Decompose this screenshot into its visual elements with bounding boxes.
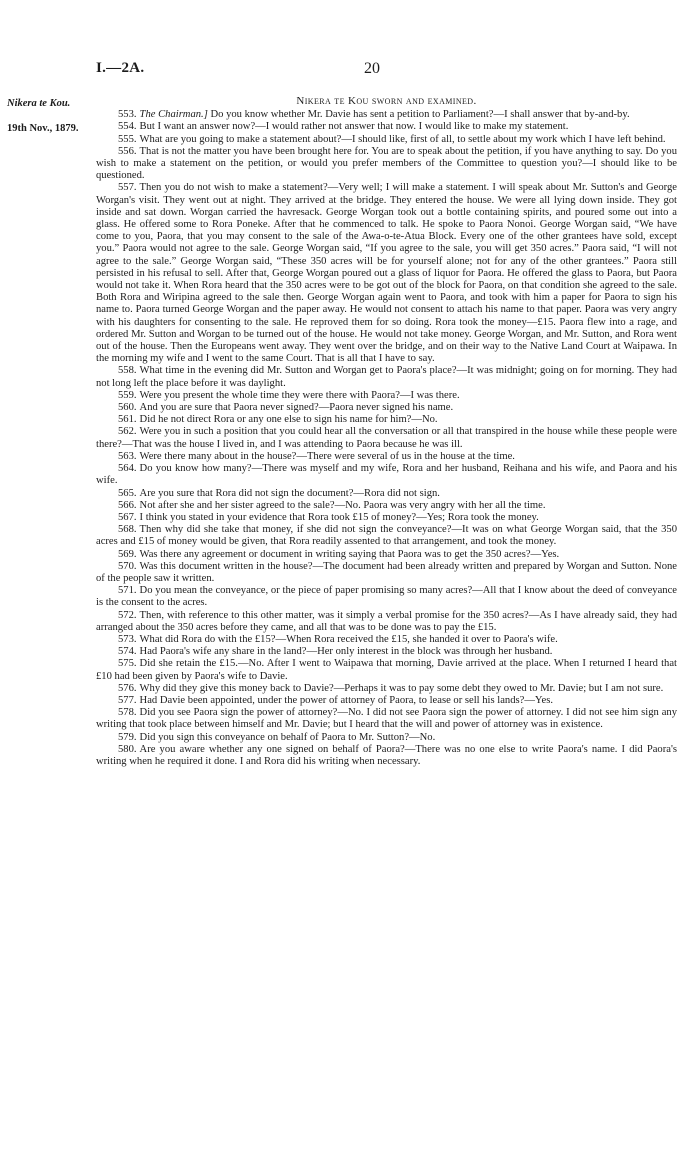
- question-paragraph: [96, 524, 677, 548]
- question-text: Are you sure that Rora did not sign the document?—Rora did not sign.: [139, 487, 440, 499]
- question-paragraph: [96, 658, 677, 682]
- question-number: 557.: [118, 182, 137, 194]
- question-paragraph: [96, 390, 677, 402]
- question-text: That is not the matter you have been brought here for. You are to speak about the petition, if you have anything to say. Do you wish to make a statement on the petition, or would you prefer members of the Committee to question you?—I should like to be questioned.: [96, 145, 677, 182]
- question-paragraph: [96, 585, 677, 609]
- question-text: Are you aware whether any one signed on behalf of Paora?—There was no one else to write Paora's name. I did Paora's writing when he required it done. I and Rora did his writing when necessary.: [96, 743, 677, 767]
- question-number: 562.: [118, 426, 137, 438]
- question-number: 553.: [118, 109, 137, 121]
- question-number: 568.: [118, 524, 137, 536]
- question-paragraph: [96, 109, 677, 121]
- question-number: 575.: [118, 658, 137, 670]
- question-paragraph: [96, 463, 677, 487]
- question-number: 571.: [118, 585, 137, 597]
- question-paragraph: [96, 610, 677, 634]
- question-text: What are you going to make a statement about?—I should like, first of all, to settle about my work which I have left behind.: [139, 133, 666, 145]
- question-text: Were there many about in the house?—There were several of us in the house at the time.: [139, 450, 515, 462]
- question-paragraph: [96, 182, 677, 365]
- margin-date: 19th Nov., 1879.: [7, 123, 79, 134]
- section-title: Nikera te Kou sworn and examined.: [296, 95, 477, 107]
- question-number: 576.: [118, 682, 137, 694]
- question-paragraph: [96, 488, 677, 500]
- question-text: I think you stated in your evidence that Rora took £15 of money?—Yes; Rora took the money.: [139, 511, 539, 523]
- question-text: Then why did she take that money, if she did not sign the conveyance?—It was on what George Worgan said, that the 350 acres and £15 of money would be given, that Rora readily assented to that arrangement, and took the money.: [96, 524, 677, 548]
- page-number: 20: [364, 60, 380, 77]
- margin-witness-name: Nikera te Kou.: [7, 98, 71, 109]
- question-text: Were you in such a position that you could hear all the conversation or all that transpired in the house while these people were there?—That was the house I lived in, and I was attending to Paora because he was ill.: [96, 426, 677, 450]
- document-body: [96, 95, 677, 768]
- question-paragraph: [96, 707, 677, 731]
- question-number: 565.: [118, 487, 137, 499]
- question-paragraph: [96, 121, 677, 133]
- question-number: 577.: [118, 694, 137, 706]
- question-text: But I want an answer now?—I would rather not answer that now. I would like to make my statement.: [139, 121, 569, 133]
- question-number: 564.: [118, 463, 137, 475]
- question-text: Did you see Paora sign the power of attorney?—No. I did not see Paora sign the power of attorney. I did not see him sign any writing that took place between himself and Mr. Davie; but I heard that the will and power of attorney was in existence.: [96, 707, 677, 731]
- question-number: 579.: [118, 731, 137, 743]
- question-text: Was there any agreement or document in writing saying that Paora was to get the 350 acres?—Yes.: [139, 548, 560, 560]
- question-text: And you are sure that Paora never signed?—Paora never signed his name.: [139, 402, 454, 414]
- question-number: 561.: [118, 414, 137, 426]
- question-paragraph: [96, 414, 677, 426]
- question-paragraph: [96, 549, 677, 561]
- speaker-label: The Chairman.]: [139, 109, 208, 121]
- question-number: 569.: [118, 548, 137, 560]
- question-paragraph: [96, 512, 677, 524]
- question-text: Did you sign this conveyance on behalf of Paora to Mr. Sutton?—No.: [139, 731, 436, 743]
- question-text: Do you mean the conveyance, or the piece of paper promising so many acres?—All that I know about the deed of conveyance is the consent to the acres.: [96, 585, 677, 609]
- question-paragraph: [96, 646, 677, 658]
- document-code: I.—2A.: [96, 60, 145, 76]
- question-number: 560.: [118, 402, 137, 414]
- question-paragraph: [96, 561, 677, 585]
- question-text: Do you know whether Mr. Davie has sent a petition to Parliament?—I shall answer that by-and-by.: [207, 109, 630, 121]
- question-text: Did he not direct Rora or any one else to sign his name for him?—No.: [139, 414, 438, 426]
- question-number: 559.: [118, 389, 137, 401]
- question-number: 567.: [118, 511, 137, 523]
- question-paragraph: [96, 500, 677, 512]
- question-text: Then you do not wish to make a statement?—Very well; I will make a statement. I will speak about Mr. Sutton's and George Worgan's visit. They went out at night. They arrived at the bridge. They entered the house. We were all lying down inside. They got inside and sat down. Worgan carried the havresack. George Worgan took out a bottle containing spirits, and poured some out into a glass. He offered some to Rora Poneke. After that he commenced to talk. He spoke to Paora Nonoi. George Worgan said, “We have come to you, Paora, that you may consent to the sale of the Awa-o-te-Atua Block. Every one of the other grantees have sold, except you.” Paora would not agree to the sale. George Worgan said, “If you agree to the sale, you will get 350 acres.” Paora said, “I will not agree to the sale.” George Worgan said, “These 350 acres will be for yourself alone; not for any of the other grantees.” Paora still persisted in his refusal to sell. After that, George Worgan poured out a glass of liquor for Paora. He offered the glass to Paora, but Paora would not take it. When Rora heard that the 350 acres were to be got out of the block for Paora, on that condition she agreed to the sale. Both Rora and Wiripina agreed to the sale then. George Worgan again went to Paora, and took with him a paper for Paora to sign his name to. Paora turned George Worgan and the paper away. He would not consent to attach his name to that paper. Paora was very angry with his daughters for consenting to the sale. He reproved them for so doing. Rora took the money—£15. Paora flew into a rage, and ordered Mr. Sutton and Worgan to be turned out of the house. He would not take money. George Worgan, and Mr. Sutton, and Rora went out of the house. Then the Europeans went away. They went over the bridge, and on their way to the Native Land Court at Waipawa. In the morning my wife and I went to the same Court. That is all that I have to say.: [96, 182, 677, 365]
- question-number: 572.: [118, 609, 137, 621]
- question-text: What did Rora do with the £15?—When Rora received the £15, she handed it over to Paora's wife.: [139, 633, 558, 645]
- question-text: What time in the evening did Mr. Sutton and Worgan get to Paora's place?—It was midnight; going on for morning. They had not long left the place before it was daylight.: [96, 365, 677, 389]
- question-text: Were you present the whole time they were there with Paora?—I was there.: [139, 389, 460, 401]
- question-paragraph: [96, 426, 677, 450]
- question-number: 555.: [118, 133, 137, 145]
- question-text: Do you know how many?—There was myself and my wife, Rora and her husband, Reihana and his wife, and Paora and his wife.: [96, 463, 677, 487]
- question-text: Did she retain the £15.—No. After I went to Waipawa that morning, Davie arrived at the place. When I returned I heard that £10 had been given by Paora's wife to Davie.: [96, 658, 677, 682]
- question-text: Why did they give this money back to Davie?—Perhaps it was to pay some debt they owed to Mr. Davie; but I am not sure.: [139, 682, 664, 694]
- question-number: 558.: [118, 365, 137, 377]
- question-paragraph: [96, 634, 677, 646]
- question-number: 570.: [118, 560, 137, 572]
- question-number: 554.: [118, 121, 137, 133]
- question-text: Had Davie been appointed, under the power of attorney of Paora, to lease or sell his lands?—Yes.: [139, 694, 553, 706]
- question-text: Not after she and her sister agreed to the sale?—No. Paora was very angry with her all the time.: [139, 499, 546, 511]
- question-number: 573.: [118, 633, 137, 645]
- question-text: Was this document written in the house?—The document had been already written and prepared by Worgan and Sutton. None of the people saw it written.: [96, 560, 677, 584]
- question-paragraph: [96, 451, 677, 463]
- question-text: Had Paora's wife any share in the land?—Her only interest in the block was through her husband.: [139, 646, 553, 658]
- page-header: [96, 60, 670, 80]
- question-number: 563.: [118, 450, 137, 462]
- question-paragraph: [96, 134, 677, 146]
- question-paragraph: [96, 683, 677, 695]
- question-text: Then, with reference to this other matter, was it simply a verbal promise for the 350 acres?—As I have already said, they had arranged about the 350 acres before they came, and all that was to be done was to pay the £15.: [96, 609, 677, 633]
- question-paragraph: [96, 744, 677, 768]
- question-list: [96, 109, 677, 768]
- question-number: 566.: [118, 499, 137, 511]
- question-paragraph: [96, 146, 677, 183]
- question-number: 580.: [118, 743, 137, 755]
- question-paragraph: [96, 695, 677, 707]
- question-number: 578.: [118, 707, 137, 719]
- question-paragraph: [96, 732, 677, 744]
- question-number: 556.: [118, 145, 137, 157]
- question-paragraph: [96, 365, 677, 389]
- question-number: 574.: [118, 646, 137, 658]
- question-paragraph: [96, 402, 677, 414]
